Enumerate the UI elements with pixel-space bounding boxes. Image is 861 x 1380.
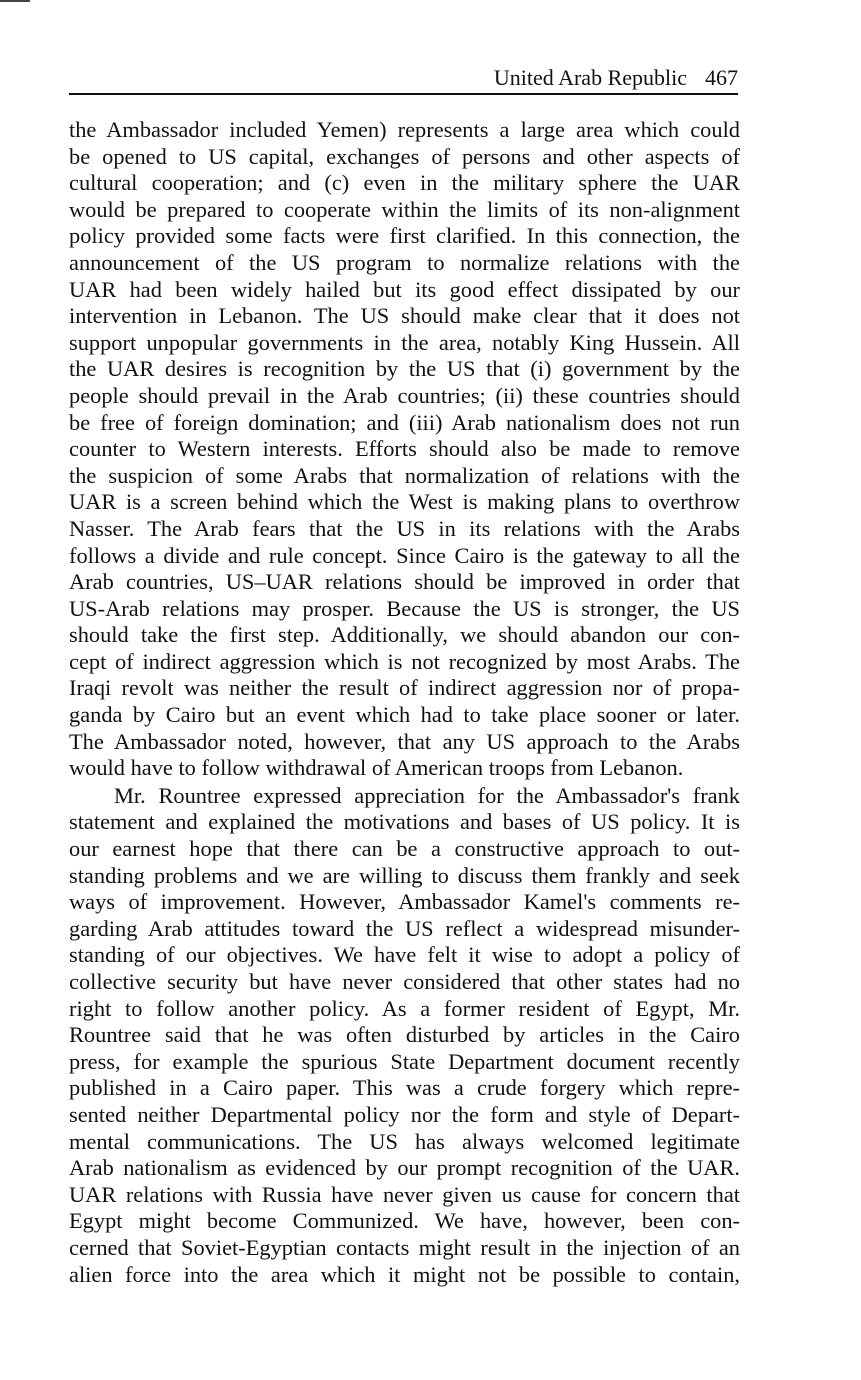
text-line: mental communications. The US has always welcomed legitimate (69, 1128, 740, 1154)
text-line: Egypt might become Communized. We have, however, been con- (69, 1208, 740, 1234)
text-line: announcement of the US program to normalize relations with the (69, 249, 740, 275)
text-line: UAR is a screen behind which the West is making plans to overthrow (69, 489, 740, 515)
paragraph (69, 117, 740, 782)
text-line: policy provided some facts were first clarified. In this connection, the (69, 223, 740, 249)
text-line: right to follow another policy. As a former resident of Egypt, Mr. (69, 995, 740, 1021)
text-line: people should prevail in the Arab countries; (ii) these countries should (69, 382, 740, 408)
body-text (69, 117, 740, 1288)
text-line: sented neither Departmental policy nor the form and style of Depart- (69, 1101, 740, 1127)
page-number: 467 (705, 65, 738, 90)
text-line: alien force into the area which it might not be possible to contain, (69, 1261, 740, 1287)
text-line: ways of improvement. However, Ambassador Kamel's comments re- (69, 889, 740, 915)
text-line: collective security but have never considered that other states had no (69, 969, 740, 994)
text-line: Arab nationalism as evidenced by our prompt recognition of the UAR. (69, 1155, 740, 1181)
text-line: follows a divide and rule concept. Since Cairo is the gateway to all the (69, 542, 740, 568)
text-line: cerned that Soviet-Egyptian contacts might result in the injection of an (69, 1234, 740, 1260)
scan-corner-mark (0, 0, 30, 2)
text-line: ganda by Cairo but an event which had to take place sooner or later. (69, 702, 740, 728)
text-line: counter to Western interests. Efforts should also be made to remove (69, 436, 740, 462)
text-line: standing of our objectives. We have felt it wise to adopt a policy of (69, 942, 740, 968)
text-line: garding Arab attitudes toward the US reflect a widespread misunder- (69, 915, 740, 941)
text-line: intervention in Lebanon. The US should make clear that it does not (69, 303, 740, 329)
text-line: cept of indirect aggression which is not recognized by most Arabs. The (69, 648, 740, 674)
text-line: UAR relations with Russia have never given us cause for concern that (69, 1181, 740, 1207)
text-line: Arab countries, US–UAR relations should be improved in order that (69, 569, 740, 595)
paragraph (69, 783, 740, 1288)
text-line: be free of foreign domination; and (iii) Arab nationalism does not run (69, 409, 740, 435)
text-line: US-Arab relations may prosper. Because the US is stronger, the US (69, 595, 740, 621)
text-line: UAR had been widely hailed but its good effect dissipated by our (69, 276, 740, 302)
text-line: The Ambassador noted, however, that any US approach to the Arabs (69, 728, 740, 754)
text-line: would have to follow withdrawal of American troops from Lebanon. (69, 755, 684, 781)
text-line: Mr. Rountree expressed appreciation for the Ambassador's frank (114, 782, 740, 808)
running-header (69, 63, 738, 95)
text-line: press, for example the spurious State Department document recently (69, 1048, 740, 1074)
text-line: statement and explained the motivations and bases of US policy. It is (69, 809, 740, 835)
text-line: the suspicion of some Arabs that normalization of relations with the (69, 462, 740, 488)
text-line: would be prepared to cooperate within the limits of its non-alignment (69, 196, 740, 222)
text-line: standing problems and we are willing to discuss them frankly and seek (69, 862, 740, 888)
text-line: be opened to US capital, exchanges of persons and other aspects of (69, 143, 740, 169)
text-line: should take the first step. Additionally, we should abandon our con- (69, 622, 740, 648)
text-line: Rountree said that he was often disturbed by articles in the Cairo (69, 1022, 740, 1048)
running-header-text (494, 65, 738, 91)
text-line: cultural cooperation; and (c) even in the military sphere the UAR (69, 170, 740, 196)
text-line: Iraqi revolt was neither the result of indirect aggression nor of propa- (69, 675, 740, 701)
running-title: United Arab Republic (493, 65, 687, 90)
text-line: Nasser. The Arab fears that the US in its relations with the Arabs (69, 515, 740, 541)
text-line: support unpopular governments in the area, notably King Hussein. All (69, 329, 740, 355)
text-line: our earnest hope that there can be a constructive approach to out- (69, 836, 740, 862)
text-line: published in a Cairo paper. This was a crude forgery which repre- (69, 1075, 740, 1101)
text-line: the UAR desires is recognition by the US that (i) government by the (69, 356, 740, 382)
text-line: the Ambassador included Yemen) represents a large area which could (69, 117, 740, 142)
